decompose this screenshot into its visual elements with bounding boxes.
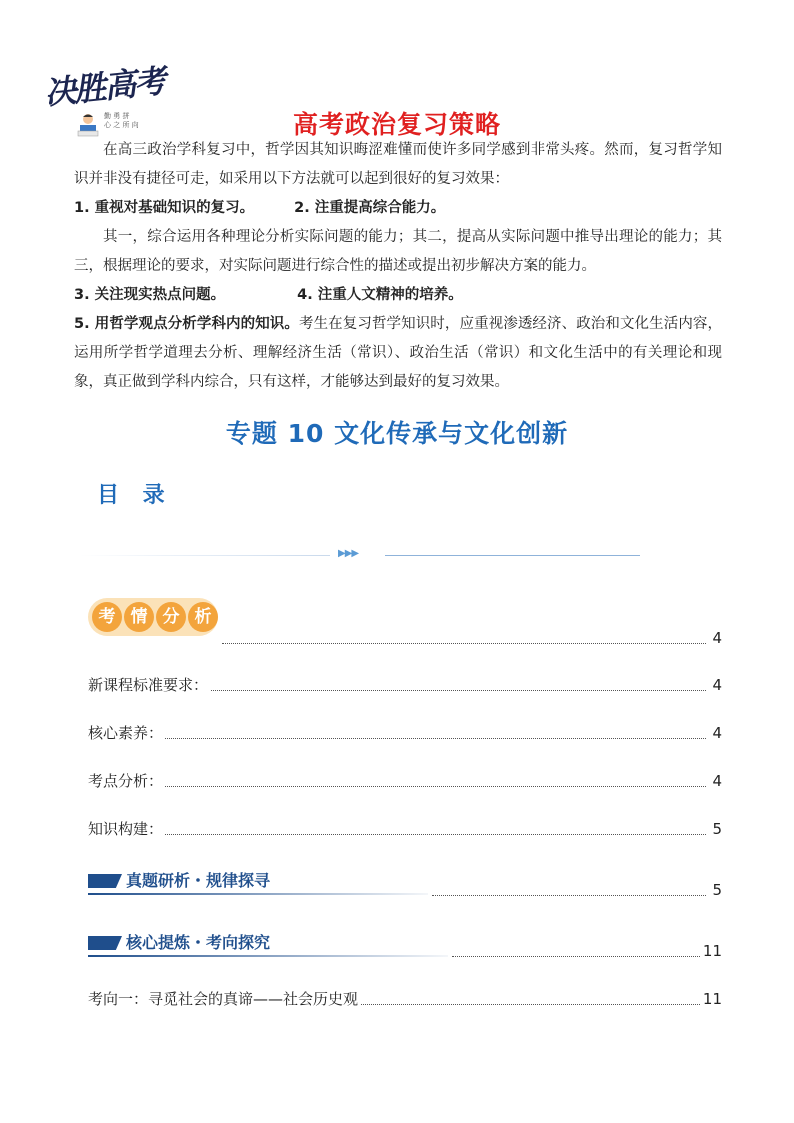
toc-entry-5[interactable] [88,986,722,1012]
toc-entry-banner-1[interactable] [432,877,722,903]
logo-text: 决胜高考 [42,61,166,113]
section-banner-2 [88,930,448,956]
toc-entry-3[interactable] [88,768,722,794]
method-row-2 [74,281,722,310]
badge-char-3: 分 [156,602,186,632]
toc-label: 知识构建： [88,816,165,842]
badge-char-2: 情 [124,602,154,632]
section-banner-label: 真题研析・规律探寻 [126,871,271,890]
toc-page: 11 [701,938,722,964]
toc-page: 5 [710,816,722,842]
logo-slogan-line2: 心 之 所 向 [104,121,139,129]
main-title: 高考政治复习策略 [292,110,501,139]
method-4: 4. 注重人文精神的培养。 [297,287,463,303]
toc-label: 新课程标准要求： [88,672,210,698]
toc-page: 11 [701,986,722,1012]
intro-paragraph-2: 其一，综合运用各种理论分析实际问题的能力；其二，提高从实际问题中推导出理论的能力；其三，根据理论的要求，对实际问题进行综合性的描述或提出初步解决方案的能力。 [74,229,722,274]
badge-char-4: 析 [188,602,218,632]
method-1: 1. 重视对基础知识的复习。 [74,200,255,216]
toc-label: 核心素养： [88,720,165,746]
toc-entry-1[interactable] [88,672,722,698]
divider [80,548,640,564]
topic-title: 专题 10 文化传承与文化创新 [225,419,569,448]
toc-page: 4 [710,672,722,698]
toc-entry-exam-analysis[interactable] [222,625,722,651]
intro-paragraph-1: 在高三政治学科复习中，哲学因其知识晦涩难懂而使许多同学感到非常头疼。然而，复习哲学知识并非没有捷径可走，如采用以下方法就可以起到很好的复习效果： [74,142,722,187]
toc-label: 考向一：寻觅社会的真谛——社会历史观 [88,986,360,1012]
toc-entry-banner-2[interactable] [452,938,722,964]
toc-heading: 目 录 [97,483,173,508]
section-banner-1 [88,868,428,894]
toc-label: 考点分析： [88,768,165,794]
method-3: 3. 关注现实热点问题。 [74,287,226,303]
method-5: 5. 用哲学观点分析学科内的知识。 [74,316,299,332]
toc-entry-4[interactable] [88,816,722,842]
toc-entry-2[interactable] [88,720,722,746]
method-5-text: 考生在复习哲学知识时，应重视渗透经济、政治和文化生活内容，运用所学哲学道理去分析、理解经济生活（常识）、政治生活（常识）和文化生活中的有关理论和现象，真正做到学科内综合，只有这样，才能够达到最好的复习效果。 [74,316,723,390]
toc-page: 5 [710,877,722,903]
section-banner-label: 核心提炼・考向探究 [126,933,271,952]
logo-slogan-line1: 勤 勇 拼 [104,112,130,120]
toc-page: 4 [710,768,722,794]
badge-char-1: 考 [92,602,122,632]
arrow-icon: ▶▶▶ [338,548,359,559]
intro-paragraph-3 [74,310,722,397]
badge-exam-analysis [88,598,218,636]
toc-page: 4 [710,625,722,651]
method-2: 2. 注重提高综合能力。 [294,200,446,216]
toc-page: 4 [710,720,722,746]
method-row-1 [74,194,722,223]
